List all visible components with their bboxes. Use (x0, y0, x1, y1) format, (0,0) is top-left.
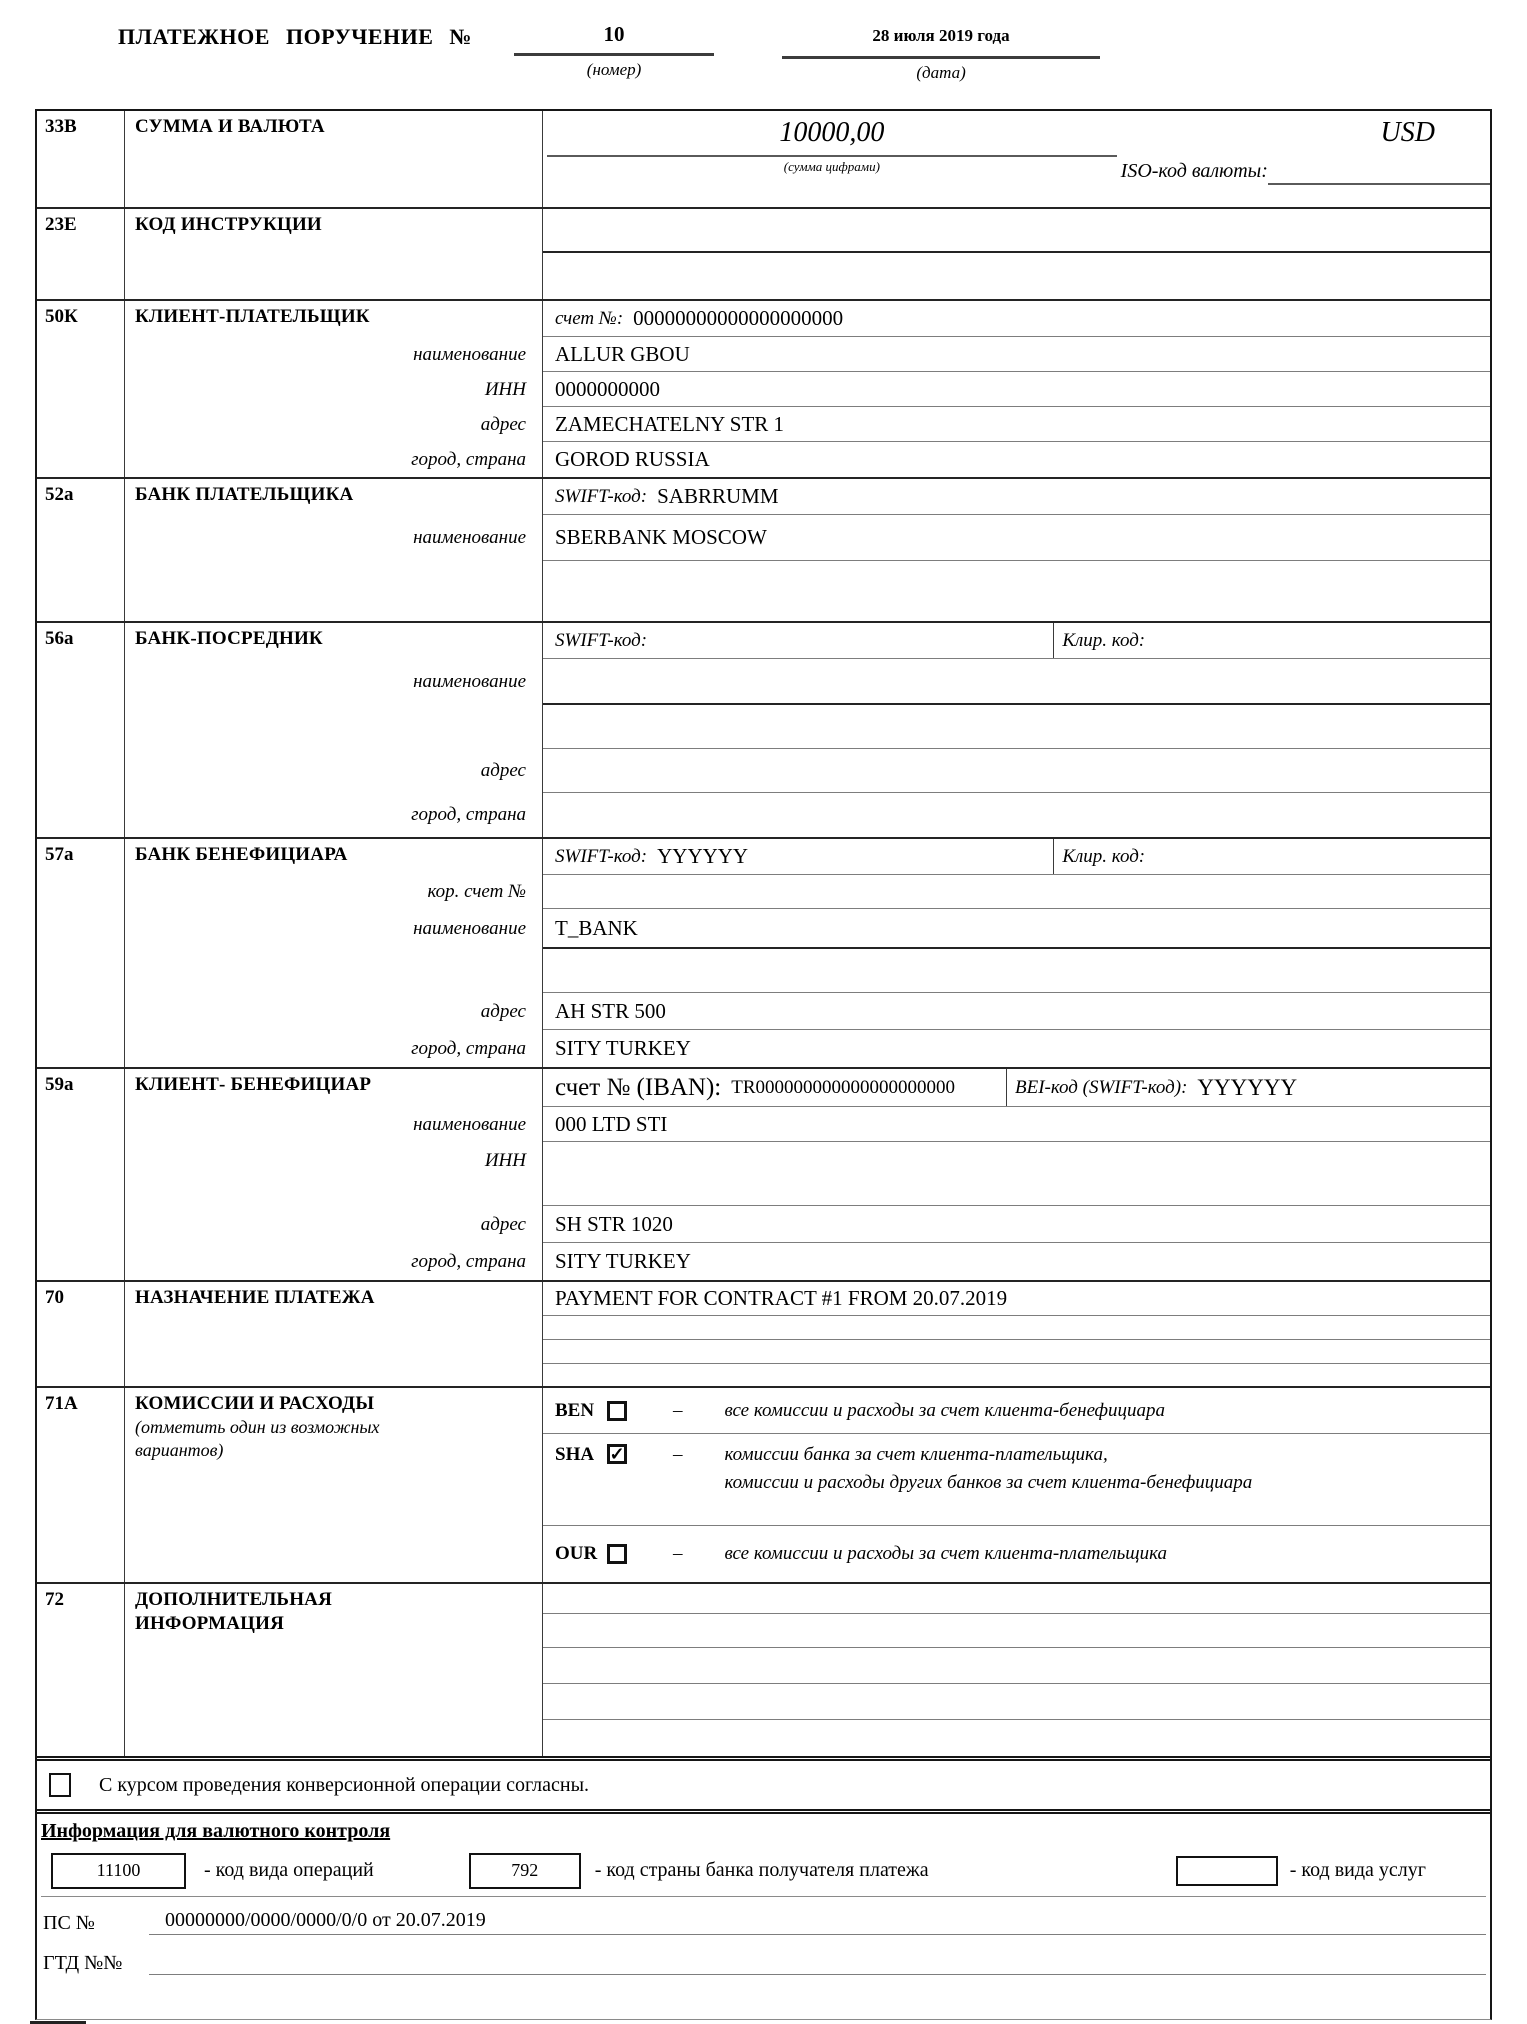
beneficiary-bei-value: YYYYYY (1197, 1074, 1298, 1100)
option-row-our (543, 1526, 1490, 1582)
amount-grid (543, 111, 1490, 207)
document-number-block (514, 22, 714, 80)
value-cell-72 (543, 1584, 1490, 1756)
beneficiary-city-row: SITY TURKEY (555, 1249, 691, 1273)
beneficiary-bank-city-row: SITY TURKEY (555, 1036, 691, 1060)
field-code-56a: 56а (37, 623, 125, 837)
option-sha-text (725, 1444, 1253, 1494)
section-70 (37, 1280, 1490, 1386)
option-sha-checkmark: ✓ (609, 1444, 625, 1464)
dash: – (673, 1543, 683, 1564)
document-header (118, 22, 1527, 83)
additional-info-row-4 (543, 1684, 1490, 1720)
beneficiary-bank-corr-label: кор. счет № (427, 881, 526, 902)
operation-type-code-label: - код вида операций (204, 1859, 374, 1881)
payer-address-label: адрес (480, 413, 526, 435)
beneficiary-bank-clear-cell (1054, 839, 1490, 874)
beneficiary-iban-value: TR000000000000000000000 (731, 1076, 956, 1098)
currency-control-block (37, 1814, 1490, 2019)
bank-country-code-box[interactable]: 792 (469, 1853, 581, 1889)
commissions-subtitle-line2: вариантов) (135, 1440, 224, 1460)
field-code-71a: 71А (37, 1388, 125, 1582)
payment-purpose-empty-1 (543, 1316, 1490, 1340)
payer-city-row: GOROD RUSSIA (555, 447, 710, 471)
payer-name-label: наименование (413, 343, 526, 365)
beneficiary-address-label: адрес (480, 1213, 526, 1235)
additional-info-row-3 (543, 1648, 1490, 1684)
conversion-agreement-row (37, 1761, 1490, 1809)
section-33b (37, 111, 1490, 207)
beneficiary-bank-address-row: AH STR 500 (543, 993, 1490, 1030)
label-cell-57a (125, 839, 543, 1067)
section-52a (37, 477, 1490, 621)
label-cell-52a (125, 479, 543, 621)
dash: – (673, 1444, 683, 1465)
option-our-label: OUR (555, 1543, 598, 1564)
section-title-56a: БАНК-ПОСРЕДНИК (135, 628, 323, 649)
beneficiary-address-row: SH STR 1020 (543, 1206, 1490, 1243)
section-57a (37, 837, 1490, 1067)
currency-control-codes-row (41, 1845, 1486, 1897)
currency-control-title: Информация для валютного контроля (41, 1820, 391, 1842)
payer-account-value: 00000000000000000000 (633, 306, 844, 330)
spacer (1121, 185, 1490, 207)
gtd-number-label: ГТД №№ (43, 1952, 123, 1974)
option-sha-label: SHA (555, 1444, 595, 1465)
iso-code-label: ISO-код валюты: (1120, 160, 1268, 182)
bank-country-code-label: - код страны банка получателя платежа (594, 1859, 929, 1881)
ps-number-row (41, 1897, 1486, 1937)
beneficiary-iban-cell (543, 1069, 1007, 1106)
value-cell-71a (543, 1388, 1490, 1582)
option-ben-checkbox[interactable] (607, 1401, 627, 1421)
intermediary-swift-cell (543, 623, 1054, 658)
spacer (125, 949, 542, 993)
section-title-52a: БАНК ПЛАТЕЛЬЩИКА (135, 484, 354, 505)
service-type-code-box[interactable] (1176, 1856, 1278, 1886)
document-date: 28 июля 2019 года (782, 22, 1100, 59)
service-type-code-label: - код вида услуг (1289, 1859, 1426, 1881)
payer-bank-name-label: наименование (413, 527, 526, 548)
value-cell-52a (543, 479, 1490, 621)
payer-bank-empty-row (543, 561, 1490, 621)
section-title-33b: СУММА И ВАЛЮТА (135, 116, 325, 137)
option-sha-checkbox[interactable] (607, 1444, 627, 1464)
ps-number-label: ПС № (43, 1912, 95, 1934)
document-title: ПЛАТЕЖНОЕ ПОРУЧЕНИЕ № (118, 24, 473, 49)
section-title-23e: КОД ИНСТРУКЦИИ (135, 214, 322, 235)
amount-block (543, 111, 1121, 207)
section-title-70: НАЗНАЧЕНИЕ ПЛАТЕЖА (135, 1287, 375, 1308)
field-code-70: 70 (37, 1282, 125, 1386)
conversion-agreement-checkbox[interactable] (49, 1773, 71, 1797)
field-code-33b: 33В (37, 111, 125, 207)
field-code-50k: 50К (37, 301, 125, 477)
label-cell-23e (125, 209, 543, 299)
commissions-subtitle-line1: (отметить один из возможных (135, 1417, 380, 1437)
section-50k (37, 299, 1490, 477)
payer-name-row: ALLUR GBOU (543, 337, 1490, 372)
section-title-72-line1: ДОПОЛНИТЕЛЬНАЯ (135, 1589, 333, 1610)
label-cell-33b (125, 111, 543, 207)
label-cell-71a (125, 1388, 543, 1582)
label-cell-50k (125, 301, 543, 477)
beneficiary-bank-swift-row (543, 839, 1490, 875)
beneficiary-bank-name-label: наименование (413, 918, 526, 939)
beneficiary-bei-cell (1007, 1069, 1490, 1106)
document-number: 10 (514, 22, 714, 56)
spacer (41, 1977, 1486, 2019)
beneficiary-name-row: 000 LTD STI (543, 1107, 1490, 1142)
value-cell-23e (543, 209, 1490, 299)
section-title-57a: БАНК БЕНЕФИЦИАРА (135, 844, 348, 865)
value-cell-57a (543, 839, 1490, 1067)
iso-code-row (1121, 155, 1490, 185)
spacer (125, 705, 542, 749)
beneficiary-city-label: город, страна (411, 1250, 526, 1272)
payer-account-row (543, 301, 1490, 337)
option-our-checkbox[interactable] (607, 1544, 627, 1564)
gtd-number-row (41, 1937, 1486, 1977)
section-71a (37, 1386, 1490, 1582)
beneficiary-bei-label: BEI-код (SWIFT-код): (1015, 1076, 1188, 1098)
payment-purpose-empty-2 (543, 1340, 1490, 1364)
option-ben-label: BEN (555, 1399, 595, 1421)
option-sha-text-line1: комиссии банка за счет клиента-плательщика, (724, 1444, 1108, 1465)
value-cell-70 (543, 1282, 1490, 1386)
intermediary-city-row (543, 793, 1490, 837)
option-row-sha (543, 1434, 1490, 1526)
intermediary-name-label: наименование (413, 671, 526, 692)
additional-info-row-5 (543, 1720, 1490, 1756)
field-code-52a: 52а (37, 479, 125, 621)
label-cell-56a (125, 623, 543, 837)
section-59a (37, 1067, 1490, 1280)
amount-value: 10000,00 (779, 117, 885, 148)
payment-order-table (35, 109, 1492, 2020)
value-cell-59a (543, 1069, 1490, 1280)
label-cell-59a (125, 1069, 543, 1280)
intermediary-address-row (543, 749, 1490, 793)
date-caption: (дата) (916, 63, 966, 82)
gtd-number-value (149, 1972, 1486, 1975)
instruction-code-row-2 (543, 253, 1490, 299)
intermediary-clear-cell (1054, 623, 1490, 658)
beneficiary-bank-name-row: T_BANK (543, 909, 1490, 949)
value-cell-50k (543, 301, 1490, 477)
section-56a (37, 621, 1490, 837)
payer-account-label: счет №: (555, 307, 624, 329)
beneficiary-bank-address-label: адрес (480, 1000, 526, 1022)
section-72 (37, 1582, 1490, 1756)
currency-block (1121, 111, 1490, 207)
intermediary-name-row (543, 659, 1490, 705)
intermediary-swift-label: SWIFT-код: (555, 629, 648, 651)
beneficiary-name-label: наименование (413, 1113, 526, 1135)
beneficiary-inn-label: ИНН (484, 1150, 526, 1171)
label-cell-70 (125, 1282, 543, 1386)
intermediary-clear-label: Клир. код: (1062, 629, 1146, 651)
value-cell-33b (543, 111, 1490, 207)
beneficiary-bank-city-label: город, страна (411, 1037, 526, 1059)
option-row-ben (543, 1388, 1490, 1434)
conversion-agreement-text: С курсом проведения конверсионной операции согласны. (99, 1773, 590, 1796)
section-title-50k: КЛИЕНТ-ПЛАТЕЛЬЩИК (135, 306, 370, 327)
payer-inn-row: 0000000000 (543, 372, 1490, 407)
beneficiary-iban-label: счет № (IBAN): (555, 1073, 722, 1101)
payment-purpose-row: PAYMENT FOR CONTRACT #1 FROM 20.07.2019 (543, 1282, 1490, 1316)
label-cell-72 (125, 1584, 543, 1756)
payer-inn-label: ИНН (484, 378, 526, 400)
dash: – (673, 1399, 683, 1421)
beneficiary-inn-row (543, 1142, 1490, 1206)
intermediary-city-label: город, страна (411, 804, 526, 825)
section-title-71a: КОМИССИИ И РАСХОДЫ (135, 1393, 375, 1414)
payer-address-row: ZAMECHATELNY STR 1 (543, 407, 1490, 442)
section-23e (37, 207, 1490, 299)
field-code-59a: 59а (37, 1069, 125, 1280)
additional-info-row-2 (543, 1614, 1490, 1648)
beneficiary-bank-swift-value: YYYYYY (657, 844, 749, 868)
payer-bank-swift-value: SABRRUMM (657, 484, 779, 508)
number-caption: (номер) (586, 60, 642, 79)
field-code-72: 72 (37, 1584, 125, 1756)
field-code-23e: 23Е (37, 209, 125, 299)
section-title-72-line2: ИНФОРМАЦИЯ (135, 1613, 285, 1634)
payer-bank-swift-label: SWIFT-код: (555, 485, 648, 507)
amount-caption: (сумма цифрами) (783, 159, 880, 174)
intermediary-empty-row (543, 705, 1490, 749)
field-code-57a: 57а (37, 839, 125, 1067)
intermediary-swift-row (543, 623, 1490, 659)
additional-info-row-1 (543, 1584, 1490, 1614)
beneficiary-iban-row (543, 1069, 1490, 1107)
currency-value: USD (1380, 117, 1435, 148)
intermediary-address-label: адрес (480, 760, 526, 781)
document-date-block (782, 22, 1100, 83)
beneficiary-bank-empty-row (543, 949, 1490, 993)
payer-bank-name-row: SBERBANK MOSCOW (543, 515, 1490, 561)
beneficiary-bank-corr-row (543, 875, 1490, 909)
beneficiary-bank-swift-cell (543, 839, 1054, 874)
instruction-code-row-1 (543, 209, 1490, 253)
option-ben-text: все комиссии и расходы за счет клиента-бенефициара (724, 1399, 1166, 1421)
beneficiary-bank-swift-label: SWIFT-код: (555, 845, 648, 867)
payer-bank-swift-row (543, 479, 1490, 515)
iso-code-underline (1268, 155, 1490, 185)
payment-purpose-empty-3 (543, 1364, 1490, 1386)
operation-type-code-box[interactable]: 11100 (51, 1853, 186, 1889)
option-sha-text-line2: комиссии и расходы других банков за счет клиента-бенефициара (724, 1472, 1253, 1493)
section-title-59a: КЛИЕНТ- БЕНЕФИЦИАР (135, 1074, 372, 1095)
option-our-text: все комиссии и расходы за счет клиента-плательщика (724, 1543, 1168, 1564)
payer-city-label: город, страна (411, 448, 526, 470)
beneficiary-bank-clear-label: Клир. код: (1062, 845, 1146, 867)
value-cell-56a (543, 623, 1490, 837)
ps-number-value: 00000000/0000/0000/0/0 от 20.07.2019 (149, 1909, 1486, 1935)
